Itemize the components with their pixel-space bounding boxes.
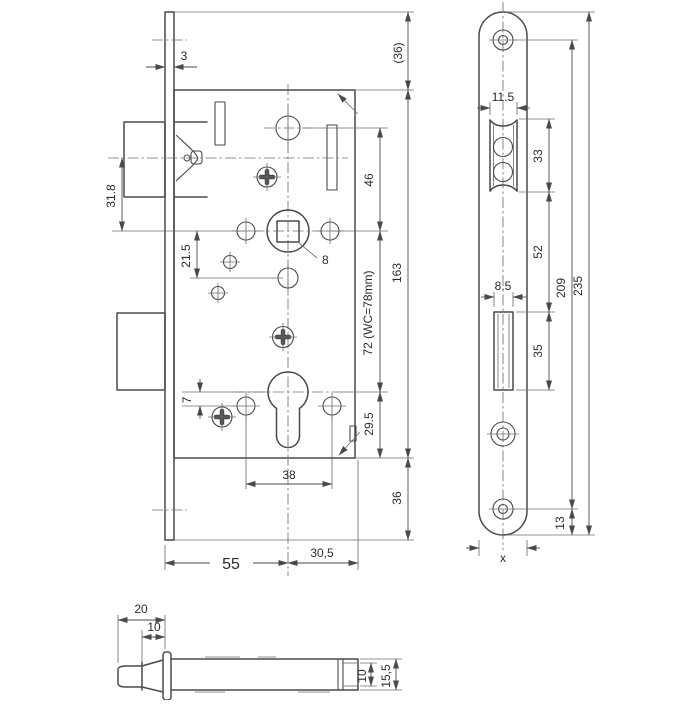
corner-leaders	[338, 94, 360, 455]
front-view	[104, 12, 414, 576]
lock-case-outline	[174, 90, 355, 458]
dim-screw-centres: 209	[554, 277, 568, 299]
dim-latch-projection: 20	[134, 602, 148, 616]
dim-tail-height: 10	[355, 669, 369, 683]
internal-slot-left	[215, 102, 225, 145]
dim-spindle-square: 8	[322, 253, 329, 267]
internal-slot-right	[327, 125, 337, 190]
dim-spindle-to-aux: 21.5	[179, 244, 193, 268]
phillips-screw-3	[208, 403, 236, 431]
cylinder-fixing-holes	[232, 393, 346, 419]
dim-centre-distance: 72 (WC=78mm)	[361, 270, 375, 356]
deadbolt-front	[117, 313, 165, 390]
dim-bottom-screw-offset: 13	[553, 516, 567, 530]
dim-deadbolt-cutout-height: 35	[531, 344, 545, 358]
dim-top-overhang: (36)	[391, 42, 405, 64]
dim-latch-cutout-height: 33	[531, 149, 545, 163]
dim-latch-head-depth: 10	[147, 620, 161, 634]
dim-latch-to-spindle: 31.8	[104, 184, 118, 208]
dim-overall-height: 15,5	[379, 664, 393, 688]
dim-case-height: 163	[390, 262, 404, 284]
dim-plate-width: x	[500, 551, 506, 565]
latch-nose	[118, 660, 163, 692]
latch-tail	[171, 657, 358, 692]
phillips-screw-2	[269, 323, 297, 351]
dim-rear-depth: 30,5	[310, 546, 334, 560]
dim-aux-to-spindle: 46	[362, 173, 376, 187]
faceplate-view	[466, 2, 595, 565]
dim-fixing-spacing: 38	[282, 468, 296, 482]
faceplate-strip	[165, 12, 174, 540]
latch-view	[118, 602, 402, 700]
dim-backset: 55	[222, 556, 240, 573]
dim-plate-height: 235	[571, 275, 585, 297]
latch-bolt-front	[124, 122, 207, 197]
small-holes	[208, 252, 240, 303]
dim-faceplate-thickness: 3	[180, 49, 188, 63]
dim-cutout-gap: 52	[531, 245, 545, 259]
phillips-screw-1	[253, 163, 281, 191]
dim-cylinder-offset: 7	[180, 396, 194, 404]
deadbolt-cutout	[494, 312, 513, 390]
latch-cutout	[490, 120, 517, 191]
dim-latch-cutout-width: 11.5	[491, 90, 515, 104]
dim-deadbolt-cutout-width: 8.5	[494, 279, 512, 293]
dim-bottom-overhang: 36	[390, 491, 404, 505]
latch-flange	[163, 652, 171, 700]
dim-cylinder-to-bottom: 29.5	[362, 412, 376, 436]
